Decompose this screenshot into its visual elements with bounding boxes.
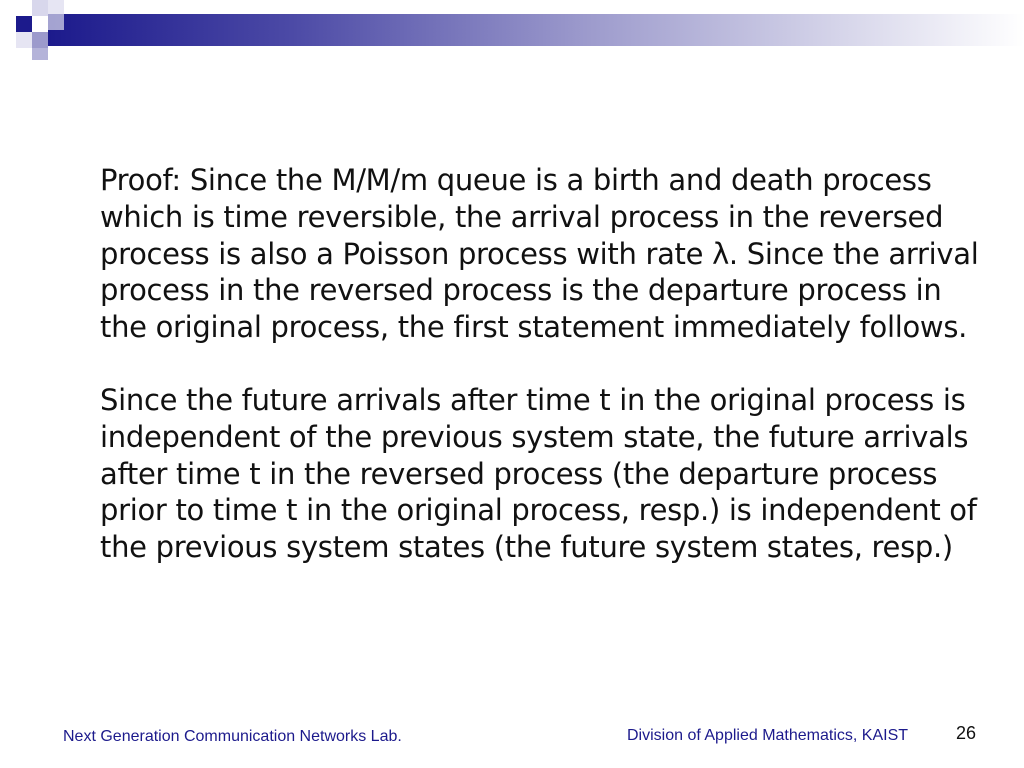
decor-square	[48, 14, 64, 30]
slide-body	[100, 162, 980, 566]
proof-paragraph: Proof: Since the M/M/m queue is a birth and death process which is time reversible, the arrival process in the reversed process is also a Poisson process with rate λ. Since the arrival process in the reversed process is the departure process in the original process, the first statement immediately follows.	[100, 163, 979, 345]
page-number: 26	[956, 723, 977, 743]
footer-lab-name: Next Generation Communication Networks Lab.	[63, 728, 402, 745]
header-decoration	[0, 0, 1024, 60]
decor-square	[48, 0, 64, 14]
decor-square	[16, 32, 32, 48]
decor-square	[32, 48, 48, 60]
decor-square	[32, 32, 48, 48]
decor-square	[16, 16, 32, 32]
decor-square	[32, 0, 48, 16]
footer-division-name: Division of Applied Mathematics, KAIST	[627, 727, 909, 744]
header-gradient-bar	[48, 14, 1024, 46]
decor-square	[32, 16, 48, 32]
explanation-paragraph: Since the future arrivals after time t in the original process is independent of the previous system state, the future arrivals after time t in the reversed process (the departure process prior to time t in the original process, resp.) is independent of the previous system states (the future system states, resp.)	[100, 382, 977, 565]
